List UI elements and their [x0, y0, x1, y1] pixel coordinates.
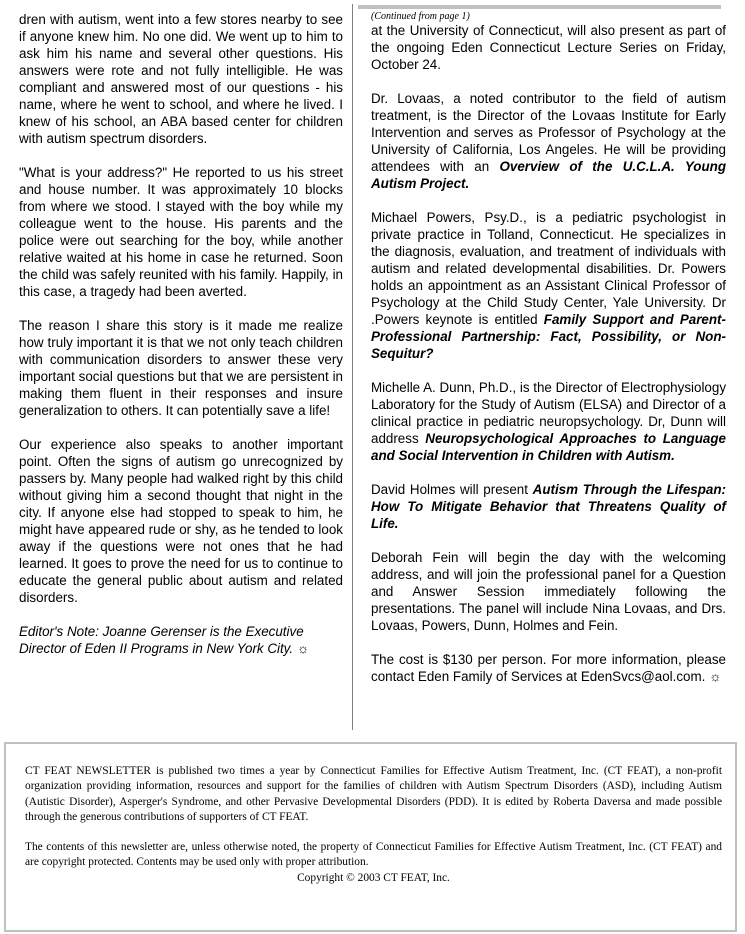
cost-paragraph [371, 651, 726, 685]
story-paragraph-4: Our experience also speaks to another important point. Often the signs of autism go unrecognized by passers by. Many people had walked right by this child without giving him a second thought that night in the city. If anyone else had stopped to speak to him, he might have appeared rude or shy, as he tended to look away if the questions were not ones that he had learned. It goes to prove the need for us to continue to educate the general public about autism and related disorders. [19, 437, 343, 605]
lovaas-talk-title: Overview of the U.C.L.A. Young Autism Project. [371, 159, 726, 191]
cost-text: The cost is $130 per person. For more information, please contact Eden Family of Services at EdenSvcs@aol.com. [371, 652, 726, 684]
powers-bio: Michael Powers, Psy.D., is a pediatric psychologist in private practice in Tolland, Connecticut. He specializes in the diagnosis, evaluation, and treatment of individuals with autism and related developmental disabilities. Dr. Powers holds an appointment as an Assistant Clinical Professor of Psychology at the Child Study Center, Yale University. Dr .Powers keynote is entitled [371, 210, 726, 327]
dunn-talk-title: Neuropsychological Approaches to Language and Social Intervention in Children with Autism. [371, 431, 726, 463]
editors-note-text: Editor's Note: Joanne Gerenser is the Executive Director of Eden II Programs in New York City. [19, 624, 304, 656]
holmes-bio: David Holmes will present [371, 482, 528, 497]
fein-paragraph: Deborah Fein will begin the day with the welcoming address, and will join the professional panel for a Question and Answer Session immediately following the presentations. The panel will include Nina Lovaas, and Drs. Lovaas, Powers, Dunn, Holmes and Fein. [371, 550, 726, 633]
lovaas-bio: Dr. Lovaas, a noted contributor to the field of autism treatment, is the Director of the Lovaas Institute for Early Intervention and serves as Professor of Psychology at the University of California, Los Angeles. He will be providing attendees with an [371, 91, 726, 174]
column-divider [352, 4, 353, 730]
powers-paragraph [371, 209, 726, 362]
story-paragraph-2: "What is your address?" He reported to us his street and house number. It was approximately 10 blocks from where we stood. I stayed with the boy while my colleague went to the house. His parents and the police were out searching for the boy, while another relative waited at his home in case he returned. Soon the child was safely reunited with his family. Happily, in this case, a tragedy had been averted. [19, 165, 343, 299]
footer-contents-notice: The contents of this newsletter are, unless otherwise noted, the property of Connecticut Families for Effective Autism Treatment, Inc. (CT FEAT) and are copyright protected. Contents may be used only with proper attribution. [25, 841, 722, 869]
footer-copyright: Copyright © 2003 CT FEAT, Inc. [297, 871, 450, 884]
footer-box [4, 742, 737, 932]
dunn-bio: Michelle A. Dunn, Ph.D., is the Director of Electrophysiology Laboratory for the Study of Autism (ELSA) and Director of a clinical practice in pediatric neuropsychology. Dr, Dunn will address [371, 380, 727, 446]
end-mark-icon: ☼ [296, 641, 310, 656]
holmes-talk-title: Autism Through the Lifespan: How To Mitigate Behavior that Threatens Quality of Life. [371, 482, 726, 531]
lecture-intro-paragraph: at the University of Connecticut, will also present as part of the ongoing Eden Connecticut Lecture Series on Friday, October 24. [371, 23, 726, 72]
story-paragraph-3: The reason I share this story is it made me realize how truly important it is that we not only teach children with communication disorders to answer these very important social questions but that we are persistent in making them fluent in their responses and insure generalization to others. It can potentially save a life! [19, 318, 343, 418]
lovaas-paragraph [371, 90, 726, 192]
footer-about: CT FEAT NEWSLETTER is published two times a year by Connecticut Families for Effective Autism Treatment, Inc. (CT FEAT), a non-profit organization providing information, resources and support for the families of children with Autism Spectrum Disorders (ASD), including Autism (Autistic Disorder), Asperger's Syndrome, and other Pervasive Developmental Disorders (PDD). It is edited by Roberta Daversa and made possible through the generous contributions of supporters of CT FEAT. [25, 765, 722, 823]
top-rule [358, 5, 721, 9]
end-mark-icon: ☼ [709, 669, 722, 684]
story-paragraph-1: dren with autism, went into a few stores nearby to see if anyone knew him. No one did. We went up to him to ask him his name and several other questions. His answers were rote and not fully intelligible. He was compliant and answered most of our questions - his name, where he went to school, and where he lived. I knew of his school, an ABA based center for children with autism spectrum disorders. [19, 12, 343, 146]
editors-note [19, 623, 343, 657]
powers-talk-title: Family Support and Parent-Professional Partnership: Fact, Possibility, or Non-Sequitur? [371, 312, 726, 361]
right-column [371, 11, 726, 702]
left-column [19, 11, 343, 674]
footer-content [25, 764, 722, 886]
holmes-paragraph [371, 481, 726, 532]
dunn-paragraph [371, 379, 726, 464]
continued-note: (Continued from page 1) [371, 11, 470, 22]
